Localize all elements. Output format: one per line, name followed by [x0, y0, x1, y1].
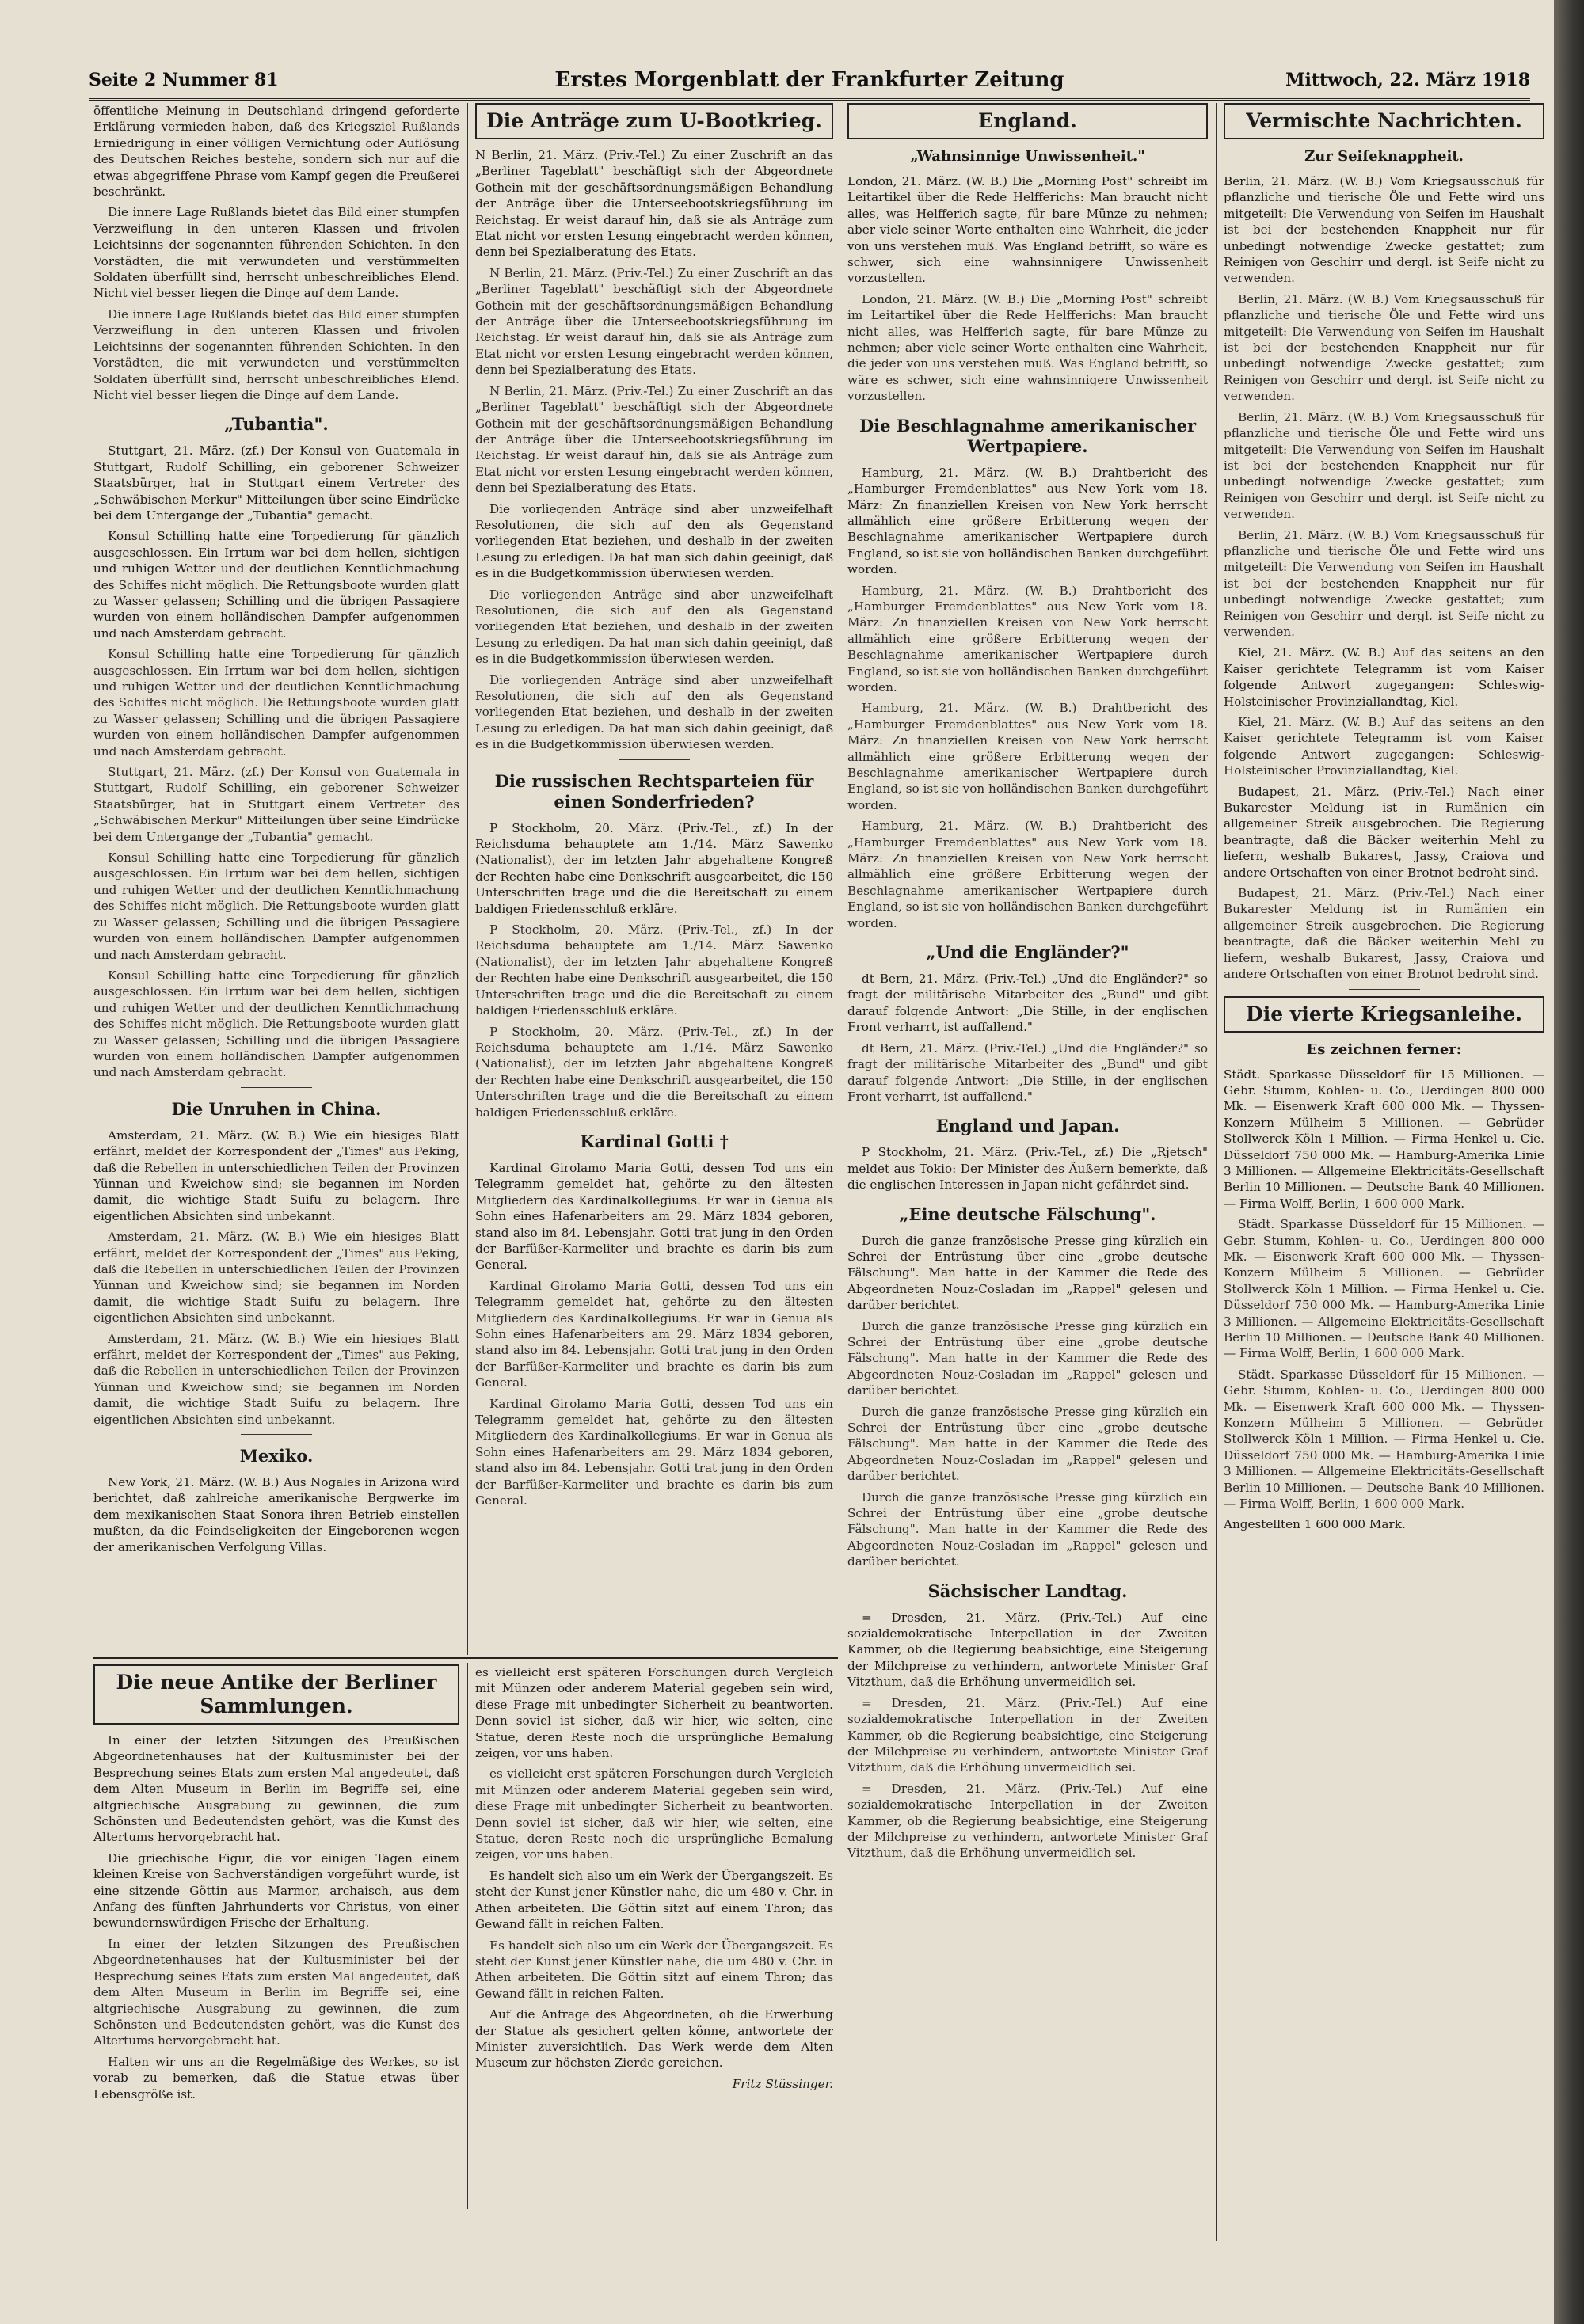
headline-uboot: Die Anträge zum U-Bootkrieg.	[475, 103, 833, 139]
article-paragraph: Konsul Schilling hatte eine Torpedierung für gänzlich ausgeschlossen. Ein Irrtum war bei dem hellen, sichtigen und ruhigen Wetter und der deutlichen Kenntlichmachung des Schiffes nicht möglich. Die Rettungsboote wurden glatt zu Wasser gelassen; Schilling und die übrigen Passagiere wurden von einem holländischen Dampfer aufgenommen und nach Amsterdam gebracht.	[93, 529, 459, 641]
article-paragraph: Amsterdam, 21. März. (W. B.) Wie ein hiesiges Blatt erfährt, meldet der Korrespondent der „Times" aus Peking, daß die Rebellen in unterschiedlichen Teilen der Provinzen Yünnan und Kweichow sind; sie begannen im Norden damit, die wichtige Stadt Suifu zu belagern. Ihre eigentlichen Absichten sind unbekannt.	[93, 1331, 459, 1427]
article-paragraph: Die vorliegenden Anträge sind aber unzweifelhaft Resolutionen, die sich auf den als Gegenstand vorliegenden Etat beziehen, und deshalb in der zweiten Lesung zu erledigen. Da hat man sich dahin geeinigt, daß es in die Budgetkommission überwiesen werden.	[475, 501, 833, 581]
subheadline-zeichner: Es zeichnen ferner:	[1306, 1040, 1462, 1058]
article-paragraph: London, 21. März. (W. B.) Die „Morning Post" schreibt im Leitartikel über die Rede Helfferichs: Man braucht nicht alles, was Helfferich sagte, für bare Münze zu nehmen; aber viele seiner Worte enthalten eine Wahrheit, die jeder von uns verstehen muß. Was England betrifft, so wäre es schwer, sich eine wahnsinnigere Unwissenheit vorzustellen.	[847, 174, 1208, 286]
column-2	[475, 103, 833, 1647]
article-intro: öffentliche Meinung in Deutschland dringend geforderte Erklärung vermieden haben, daß des Kriegsziel Rußlands Erniedrigung in einer völligen Vernichtung oder Auflösung des Deutschen Reiches bestehe, sondern sich nur auf die etwas abgegriffene Phrase vom Kampf gegen die Preußerei beschränkt.	[93, 104, 459, 200]
subscriber-list: Städt. Sparkasse Düsseldorf für 15 Millionen. — Gebr. Stumm, Kohlen- u. Co., Uerdingen 800 000 Mk. — Eisenwerk Kraft 600 000 Mk. — Thyssen-Konzern Mülheim 5 Millionen. — Gebrüder Stollwerck Köln 1 Million. — Firma Henkel u. Cie. Düsseldorf 750 000 Mk. — Hamburg-Amerika Linie 3 Millionen. — Allgemeine Elektricitäts-Gesellschaft Berlin 10 Millionen. — Deutsche Bank 40 Millionen. — Firma Wolff, Berlin, 1 600 000 Mark.	[1224, 1367, 1544, 1512]
column-1	[93, 103, 459, 1647]
column-rule	[467, 103, 468, 1655]
article-paragraph: Auf die Anfrage des Abgeordneten, ob die Erwerbung der Statue als gesichert gelten könne, antwortete der Minister zuversichtlich. Das Werk werde dem Alten Museum zur höchsten Zierde gereichen.	[475, 2007, 833, 2071]
article-paragraph: Die griechische Figur, die vor einigen Tagen einem kleinen Kreise von Sachverständigen vorgeführt wurde, ist eine sitzende Göttin aus Marmor, archaisch, aus dem Anfang des fünften Jahrhunderts vor Christus, von einer bewundernswürdigen Frische der Erhaltung.	[93, 1850, 459, 1930]
article-paragraph: N Berlin, 21. März. (Priv.-Tel.) Zu einer Zuschrift an das „Berliner Tageblatt" beschäftigt sich der Abgeordnete Gothein mit der geschäftsordnungsmäßigen Behandlung der Anträge über die Unterseebootskriegsführung im Reichstag. Er weist darauf hin, daß sie als Anträge zum Etat nicht vor ersten Lesung eingebracht werden können, denn bei Spezialberatung des Etats.	[475, 383, 833, 496]
article-paragraph: P Stockholm, 20. März. (Priv.-Tel., zf.) In der Reichsduma behauptete am 1./14. März Sawenko (Nationalist), der im letzten Jahr abgehaltene Kongreß der Rechten habe eine Denkschrift ausgearbeitet, die 150 Unterschriften trage und die die Bereitschaft zu einem baldigen Friedensschluß erkläre.	[475, 922, 833, 1018]
section-rule	[93, 1657, 838, 1659]
headline-faelschung: „Eine deutsche Fälschung".	[899, 1204, 1156, 1224]
article-paragraph: Es handelt sich also um ein Werk der Übergangszeit. Es steht der Kunst jener Künstler nahe, die um 480 v. Chr. in Athen arbeiteten. Die Göttin sitzt auf einem Thron; das Gewand fällt in reichen Falten.	[475, 1868, 833, 1932]
article-paragraph: = Dresden, 21. März. (Priv.-Tel.) Auf eine sozialdemokratische Interpellation in der Zweiten Kammer, ob die Regierung beabsichtige, eine Steigerung der Milchpreise zu verhindern, antwortete Minister Graf Vitzthum, daß die Erhöhung unvermeidlich sei.	[847, 1610, 1208, 1690]
article-paragraph: Kiel, 21. März. (W. B.) Auf das seitens an den Kaiser gerichtete Telegramm ist vom Kaiser folgende Antwort zugegangen: Schleswig-Holsteinischer Provinziallandtag, Kiel.	[1224, 645, 1544, 709]
article-paragraph: P Stockholm, 21. März. (Priv.-Tel., zf.) Die „Rjetsch" meldet aus Tokio: Der Minister des Äußern bemerkte, daß die englischen Interessen in Japan nicht gefährdet sind.	[847, 1145, 1208, 1192]
article-paragraph: Kardinal Girolamo Maria Gotti, dessen Tod uns ein Telegramm gemeldet hat, gehörte zu den ältesten Mitgliedern des Kardinalkollegiums. Er war in Genua als Sohn eines Hafenarbeiters am 29. März 1834 geboren, stand also im 84. Lebensjahr. Gotti trat jung in den Orden der Barfüßer-Karmeliter und brachte es darin bis zum General.	[475, 1160, 833, 1272]
article-paragraph: es vielleicht erst späteren Forschungen durch Vergleich mit Münzen oder anderem Material gegeben sein wird, diese Frage mit unbedingter Sicherheit zu beantworten. Denn soviel ist sicher, daß wir hier, wie selten, eine Statue, deren Reste noch die ursprüngliche Bemalung zeigen, vor uns haben.	[475, 1767, 833, 1862]
article-paragraph: London, 21. März. (W. B.) Die „Morning Post" schreibt im Leitartikel über die Rede Helfferichs: Man braucht nicht alles, was Helfferich sagte, für bare Münze zu nehmen; aber viele seiner Worte enthalten eine Wahrheit, die jeder von uns verstehen muß. Was England betrifft, so wäre es schwer, sich eine wahnsinnigere Unwissenheit vorzustellen.	[847, 291, 1208, 404]
page-masthead	[89, 67, 1530, 101]
article-paragraph: Durch die ganze französische Presse ging kürzlich ein Schrei der Entrüstung über eine „grobe deutsche Fälschung". Man hatte in der Kammer die Rede des Abgeordneten Nouz-Cosladan im „Rappel" gelesen und darüber berichtet.	[847, 1318, 1208, 1398]
article-paragraph: Amsterdam, 21. März. (W. B.) Wie ein hiesiges Blatt erfährt, meldet der Korrespondent der „Times" aus Peking, daß die Rebellen in unterschiedlichen Teilen der Provinzen Yünnan und Kweichow sind; sie begannen im Norden damit, die wichtige Stadt Suifu zu belagern. Ihre eigentlichen Absichten sind unbekannt.	[93, 1128, 459, 1223]
article-paragraph: Berlin, 21. März. (W. B.) Vom Kriegsausschuß für pflanzliche und tierische Öle und Fette wird uns mitgeteilt: Die Verwendung von Seifen im Haushalt ist bei der bestehenden Knappheit nur für unbedingt notwendige Zwecke gestattet; zum Reinigen von Geschirr und dergl. ist Seife nicht zu verwenden.	[1224, 527, 1544, 639]
binding-edge	[1554, 0, 1584, 2324]
headline-sachsen: Sächsischer Landtag.	[927, 1580, 1128, 1601]
column-4	[1224, 103, 1544, 2233]
issue-date: Mittwoch, 22. März 1918	[1285, 70, 1530, 90]
article-paragraph: Durch die ganze französische Presse ging kürzlich ein Schrei der Entrüstung über eine „grobe deutsche Fälschung". Man hatte in der Kammer die Rede des Abgeordneten Nouz-Cosladan im „Rappel" gelesen und darüber berichtet.	[847, 1489, 1208, 1569]
article-paragraph: dt Bern, 21. März. (Priv.-Tel.) „Und die Engländer?" so fragt der militärische Mitarbeiter des „Bund" und gibt darauf folgende Antwort: „Die Stille, in der englischen Front verharrt, ist auffallend."	[847, 972, 1208, 1035]
divider	[241, 1434, 312, 1435]
article-paragraph: Kiel, 21. März. (W. B.) Auf das seitens an den Kaiser gerichtete Telegramm ist vom Kaiser folgende Antwort zugegangen: Schleswig-Holsteinischer Provinziallandtag, Kiel.	[1224, 715, 1544, 778]
article-paragraph: Die vorliegenden Anträge sind aber unzweifelhaft Resolutionen, die sich auf den als Gegenstand vorliegenden Etat beziehen, und deshalb in der zweiten Lesung zu erledigen. Da hat man sich dahin geeinigt, daß es in die Budgetkommission überwiesen werden.	[475, 672, 833, 752]
article-paragraph: Berlin, 21. März. (W. B.) Vom Kriegsausschuß für pflanzliche und tierische Öle und Fette wird uns mitgeteilt: Die Verwendung von Seifen im Haushalt ist bei der bestehenden Knappheit nur für unbedingt notwendige Zwecke gestattet; zum Reinigen von Geschirr und dergl. ist Seife nicht zu verwenden.	[1224, 291, 1544, 404]
article-paragraph: Es handelt sich also um ein Werk der Übergangszeit. Es steht der Kunst jener Künstler nahe, die um 480 v. Chr. in Athen arbeiteten. Die Göttin sitzt auf einem Thron; das Gewand fällt in reichen Falten.	[475, 1938, 833, 2001]
feuilleton-column-1	[93, 1664, 459, 2207]
headline-mexiko: Mexiko.	[239, 1446, 314, 1466]
headline-vermischte: Vermischte Nachrichten.	[1224, 103, 1544, 139]
headline-beschlagnahme: Die Beschlagnahme amerikanischer Wertpapiere.	[859, 415, 1197, 456]
divider	[619, 759, 690, 760]
subscriber-list: Städt. Sparkasse Düsseldorf für 15 Millionen. — Gebr. Stumm, Kohlen- u. Co., Uerdingen 800 000 Mk. — Eisenwerk Kraft 600 000 Mk. — Thyssen-Konzern Mülheim 5 Millionen. — Gebrüder Stollwerck Köln 1 Million. — Firma Henkel u. Cie. Düsseldorf 750 000 Mk. — Hamburg-Amerika Linie 3 Millionen. — Allgemeine Elektricitäts-Gesellschaft Berlin 10 Millionen. — Deutsche Bank 40 Millionen. — Firma Wolff, Berlin, 1 600 000 Mark.	[1224, 1217, 1544, 1361]
article-paragraph: es vielleicht erst späteren Forschungen durch Vergleich mit Münzen oder anderem Material gegeben sein wird, diese Frage mit unbedingter Sicherheit zu beantworten. Denn soviel ist sicher, daß wir hier, wie selten, eine Statue, deren Reste noch die ursprüngliche Bemalung zeigen, vor uns haben.	[475, 1665, 833, 1761]
subheadline-seife: Zur Seifeknappheit.	[1304, 148, 1464, 165]
article-lead: N Berlin, 21. März. (Priv.-Tel.) Zu einer Zuschrift an das „Berliner Tageblatt" beschäftigt sich der Abgeordnete Gothein mit der geschäftsordnungsmäßigen Behandlung der Anträge über die Unterseebootskriegsführung im Reichstag. Er weist darauf hin, daß sie als Anträge zum Etat nicht vor ersten Lesung eingebracht werden können, denn bei Spezialberatung des Etats.	[475, 148, 833, 260]
headline-englaender: „Und die Engländer?"	[926, 942, 1129, 963]
article-paragraph: Die vorliegenden Anträge sind aber unzweifelhaft Resolutionen, die sich auf den als Gegenstand vorliegenden Etat beziehen, und deshalb in der zweiten Lesung zu erledigen. Da hat man sich dahin geeinigt, daß es in die Budgetkommission überwiesen werden.	[475, 587, 833, 667]
article-paragraph: Budapest, 21. März. (Priv.-Tel.) Nach einer Bukarester Meldung ist in Rumänien ein allgemeiner Streik ausgebrochen. Die Regierung beantragte, daß die Bäcker weiterhin Mehl zu liefern, weshalb Bukarest, Jassy, Craiova und andere Ortschaften von einer Brotnot bedroht sind.	[1224, 784, 1544, 880]
article-paragraph: In einer der letzten Sitzungen des Preußischen Abgeordnetenhauses hat der Kultusminister bei der Besprechung seines Etats zum ersten Mal angedeutet, daß dem Alten Museum in Berlin im Begriffe sei, eine altgriechische Ausgrabung zu gewinnen, die zum Schönsten und Bedeutendsten gehört, was die Kunst des Altertums hervorgebracht hat.	[93, 1936, 459, 2048]
article-paragraph: Kardinal Girolamo Maria Gotti, dessen Tod uns ein Telegramm gemeldet hat, gehörte zu den ältesten Mitgliedern des Kardinalkollegiums. Er war in Genua als Sohn eines Hafenarbeiters am 29. März 1834 geboren, stand also im 84. Lebensjahr. Gotti trat jung in den Orden der Barfüßer-Karmeliter und brachte es darin bis zum General.	[475, 1278, 833, 1390]
article-paragraph: P Stockholm, 20. März. (Priv.-Tel., zf.) In der Reichsduma behauptete am 1./14. März Sawenko (Nationalist), der im letzten Jahr abgehaltene Kongreß der Rechten habe eine Denkschrift ausgearbeitet, die 150 Unterschriften trage und die die Bereitschaft zu einem baldigen Friedensschluß erkläre.	[475, 820, 833, 916]
page-number: Seite 2 Nummer 81	[89, 70, 279, 90]
article-paragraph: = Dresden, 21. März. (Priv.-Tel.) Auf eine sozialdemokratische Interpellation in der Zweiten Kammer, ob die Regierung beabsichtige, eine Steigerung der Milchpreise zu verhindern, antwortete Minister Graf Vitzthum, daß die Erhöhung unvermeidlich sei.	[847, 1781, 1208, 1861]
article-paragraph: Die innere Lage Rußlands bietet das Bild einer stumpfen Verzweiflung in den unteren Klassen und frivolen Leichtsinns der sogenannten führenden Schichten. In den Vorstädten, die mit verwundeten und verstümmelten Soldaten überfüllt sind, herrscht unbeschreibliches Elend. Nicht viel besser liegen die Dinge auf dem Lande.	[93, 205, 459, 301]
article-paragraph: Halten wir uns an die Regelmäßige des Werkes, so ist vorab zu bemerken, daß die Statue etwas über Lebensgröße ist.	[93, 2054, 459, 2101]
article-paragraph: Die innere Lage Rußlands bietet das Bild einer stumpfen Verzweiflung in den unteren Klassen und frivolen Leichtsinns der sogenannten führenden Schichten. In den Vorstädten, die mit verwundeten und verstümmelten Soldaten überfüllt sind, herrscht unbeschreibliches Elend. Nicht viel besser liegen die Dinge auf dem Lande.	[93, 306, 459, 402]
article-lead: Stuttgart, 21. März. (zf.) Der Konsul von Guatemala in Stuttgart, Rudolf Schilling, ein geborener Schweizer Staatsbürger, hat in Stuttgart einem Vertreter des „Schwäbischen Merkur" Mitteilungen über seine Eindrücke bei dem Untergange der „Tubantia" gemacht.	[93, 443, 459, 523]
article-paragraph: Durch die ganze französische Presse ging kürzlich ein Schrei der Entrüstung über eine „grobe deutsche Fälschung". Man hatte in der Kammer die Rede des Abgeordneten Nouz-Cosladan im „Rappel" gelesen und darüber berichtet.	[847, 1404, 1208, 1484]
newspaper-title: Erstes Morgenblatt der Frankfurter Zeitung	[554, 68, 1064, 92]
article-paragraph: N Berlin, 21. März. (Priv.-Tel.) Zu einer Zuschrift an das „Berliner Tageblatt" beschäftigt sich der Abgeordnete Gothein mit der geschäftsordnungsmäßigen Behandlung der Anträge über die Unterseebootskriegsführung im Reichstag. Er weist darauf hin, daß sie als Anträge zum Etat nicht vor ersten Lesung eingebracht werden können, denn bei Spezialberatung des Etats.	[475, 265, 833, 378]
article-paragraph: Stuttgart, 21. März. (zf.) Der Konsul von Guatemala in Stuttgart, Rudolf Schilling, ein geborener Schweizer Staatsbürger, hat in Stuttgart einem Vertreter des „Schwäbischen Merkur" Mitteilungen über seine Eindrücke bei dem Untergange der „Tubantia" gemacht.	[93, 765, 459, 844]
article-paragraph: New York, 21. März. (W. B.) Aus Nogales in Arizona wird berichtet, daß zahlreiche amerikanische Bergwerke im dem mexikanischen Staat Sonora ihren Betrieb einstellen mußten, da die Feindseligkeiten der Eingeborenen wegen der amerikanischen Verfolgung Villas.	[93, 1475, 459, 1554]
divider	[1349, 989, 1420, 990]
article-paragraph: Durch die ganze französische Presse ging kürzlich ein Schrei der Entrüstung über eine „grobe deutsche Fälschung". Man hatte in der Kammer die Rede des Abgeordneten Nouz-Cosladan im „Rappel" gelesen und darüber berichtet.	[847, 1233, 1208, 1313]
divider	[241, 1087, 312, 1088]
subheadline-wahnsinn: „Wahnsinnige Unwissenheit."	[910, 148, 1145, 165]
article-paragraph: Berlin, 21. März. (W. B.) Vom Kriegsausschuß für pflanzliche und tierische Öle und Fette wird uns mitgeteilt: Die Verwendung von Seifen im Haushalt ist bei der bestehenden Knappheit nur für unbedingt notwendige Zwecke gestattet; zum Reinigen von Geschirr und dergl. ist Seife nicht zu verwenden.	[1224, 174, 1544, 286]
subscriber-list-end: Angestellten 1 600 000 Mark.	[1224, 1517, 1406, 1532]
column-rule	[1216, 103, 1217, 2241]
subscriber-list: Städt. Sparkasse Düsseldorf für 15 Millionen. — Gebr. Stumm, Kohlen- u. Co., Uerdingen 800 000 Mk. — Eisenwerk Kraft 600 000 Mk. — Thyssen-Konzern Mülheim 5 Millionen. — Gebrüder Stollwerck Köln 1 Million. — Firma Henkel u. Cie. Düsseldorf 750 000 Mk. — Hamburg-Amerika Linie 3 Millionen. — Allgemeine Elektricitäts-Gesellschaft Berlin 10 Millionen. — Deutsche Bank 40 Millionen. — Firma Wolff, Berlin, 1 600 000 Mark.	[1224, 1067, 1544, 1211]
article-paragraph: Hamburg, 21. März. (W. B.) Drahtbericht des „Hamburger Fremdenblattes" aus New York vom 18. März: Zn finanziellen Kreisen von New York herrscht allmählich eine größere Erbitterung wegen der Beschlagnahme amerikanischer Wertpapiere durch England, so ist sie von holländischen Banken durchgeführt worden.	[847, 583, 1208, 694]
headline-russ: Die russischen Rechtsparteien für einen Sonderfrieden?	[494, 770, 814, 812]
headline-gotti: Kardinal Gotti †	[580, 1131, 729, 1151]
headline-tubantia: „Tubantia".	[224, 414, 329, 435]
article-paragraph: dt Bern, 21. März. (Priv.-Tel.) „Und die Engländer?" so fragt der militärische Mitarbeiter des „Bund" und gibt darauf folgende Antwort: „Die Stille, in der englischen Front verharrt, ist auffallend."	[847, 1040, 1208, 1104]
article-paragraph: = Dresden, 21. März. (Priv.-Tel.) Auf eine sozialdemokratische Interpellation in der Zweiten Kammer, ob die Regierung beabsichtige, eine Steigerung der Milchpreise zu verhindern, antwortete Minister Graf Vitzthum, daß die Erhöhung unvermeidlich sei.	[847, 1695, 1208, 1775]
headline-china: Die Unruhen in China.	[171, 1098, 382, 1119]
article-paragraph: Hamburg, 21. März. (W. B.) Drahtbericht des „Hamburger Fremdenblattes" aus New York vom 18. März: Zn finanziellen Kreisen von New York herrscht allmählich eine größere Erbitterung wegen der Beschlagnahme amerikanischer Wertpapiere durch England, so ist sie von holländischen Banken durchgeführt worden.	[847, 819, 1208, 930]
article-paragraph: P Stockholm, 20. März. (Priv.-Tel., zf.) In der Reichsduma behauptete am 1./14. März Sawenko (Nationalist), der im letzten Jahr abgehaltene Kongreß der Rechten habe eine Denkschrift ausgearbeitet, die 150 Unterschriften trage und die die Bereitschaft zu einem baldigen Friedensschluß erkläre.	[475, 1024, 833, 1120]
article-paragraph: Kardinal Girolamo Maria Gotti, dessen Tod uns ein Telegramm gemeldet hat, gehörte zu den ältesten Mitgliedern des Kardinalkollegiums. Er war in Genua als Sohn eines Hafenarbeiters am 29. März 1834 geboren, stand also im 84. Lebensjahr. Gotti trat jung in den Orden der Barfüßer-Karmeliter und brachte es darin bis zum General.	[475, 1396, 833, 1508]
article-paragraph: Konsul Schilling hatte eine Torpedierung für gänzlich ausgeschlossen. Ein Irrtum war bei dem hellen, sichtigen und ruhigen Wetter und der deutlichen Kenntlichmachung des Schiffes nicht möglich. Die Rettungsboote wurden glatt zu Wasser gelassen; Schilling und die übrigen Passagiere wurden von einem holländischen Dampfer aufgenommen und nach Amsterdam gebracht.	[93, 850, 459, 962]
author-signature: Fritz Stüssinger.	[732, 2076, 833, 2091]
headline-antike: Die neue Antike der Berliner Sammlungen.	[93, 1664, 459, 1725]
feuilleton-column-2	[475, 1664, 833, 2207]
article-paragraph: Hamburg, 21. März. (W. B.) Drahtbericht des „Hamburger Fremdenblattes" aus New York vom 18. März: Zn finanziellen Kreisen von New York herrscht allmählich eine größere Erbitterung wegen der Beschlagnahme amerikanischer Wertpapiere durch England, so ist sie von holländischen Banken durchgeführt worden.	[847, 701, 1208, 812]
article-paragraph: In einer der letzten Sitzungen des Preußischen Abgeordnetenhauses hat der Kultusminister bei der Besprechung seines Etats zum ersten Mal angedeutet, daß dem Alten Museum in Berlin im Begriffe sei, eine altgriechische Ausgrabung zu gewinnen, die zum Schönsten und Bedeutendsten gehört, was die Kunst des Altertums hervorgebracht hat.	[93, 1733, 459, 1845]
article-paragraph: Amsterdam, 21. März. (W. B.) Wie ein hiesiges Blatt erfährt, meldet der Korrespondent der „Times" aus Peking, daß die Rebellen in unterschiedlichen Teilen der Provinzen Yünnan und Kweichow sind; sie begannen im Norden damit, die wichtige Stadt Suifu zu belagern. Ihre eigentlichen Absichten sind unbekannt.	[93, 1230, 459, 1326]
column-3	[847, 103, 1208, 2233]
article-paragraph: Konsul Schilling hatte eine Torpedierung für gänzlich ausgeschlossen. Ein Irrtum war bei dem hellen, sichtigen und ruhigen Wetter und der deutlichen Kenntlichmachung des Schiffes nicht möglich. Die Rettungsboote wurden glatt zu Wasser gelassen; Schilling und die übrigen Passagiere wurden von einem holländischen Dampfer aufgenommen und nach Amsterdam gebracht.	[93, 968, 459, 1080]
column-rule	[467, 1663, 468, 2209]
article-paragraph: Konsul Schilling hatte eine Torpedierung für gänzlich ausgeschlossen. Ein Irrtum war bei dem hellen, sichtigen und ruhigen Wetter und der deutlichen Kenntlichmachung des Schiffes nicht möglich. Die Rettungsboote wurden glatt zu Wasser gelassen; Schilling und die übrigen Passagiere wurden von einem holländischen Dampfer aufgenommen und nach Amsterdam gebracht.	[93, 647, 459, 759]
article-paragraph: Hamburg, 21. März. (W. B.) Drahtbericht des „Hamburger Fremdenblattes" aus New York vom 18. März: Zn finanziellen Kreisen von New York herrscht allmählich eine größere Erbitterung wegen der Beschlagnahme amerikanischer Wertpapiere durch England, so ist sie von holländischen Banken durchgeführt worden.	[847, 465, 1208, 577]
article-paragraph: Budapest, 21. März. (Priv.-Tel.) Nach einer Bukarester Meldung ist in Rumänien ein allgemeiner Streik ausgebrochen. Die Regierung beantragte, daß die Bäcker weiterhin Mehl zu liefern, weshalb Bukarest, Jassy, Craiova und andere Ortschaften von einer Brotnot bedroht sind.	[1224, 886, 1544, 982]
article-paragraph: Berlin, 21. März. (W. B.) Vom Kriegsausschuß für pflanzliche und tierische Öle und Fette wird uns mitgeteilt: Die Verwendung von Seifen im Haushalt ist bei der bestehenden Knappheit nur für unbedingt notwendige Zwecke gestattet; zum Reinigen von Geschirr und dergl. ist Seife nicht zu verwenden.	[1224, 409, 1544, 522]
headline-japan: England und Japan.	[935, 1116, 1120, 1136]
headline-england: England.	[847, 103, 1208, 139]
headline-kriegsanleihe: Die vierte Kriegsanleihe.	[1224, 996, 1544, 1033]
